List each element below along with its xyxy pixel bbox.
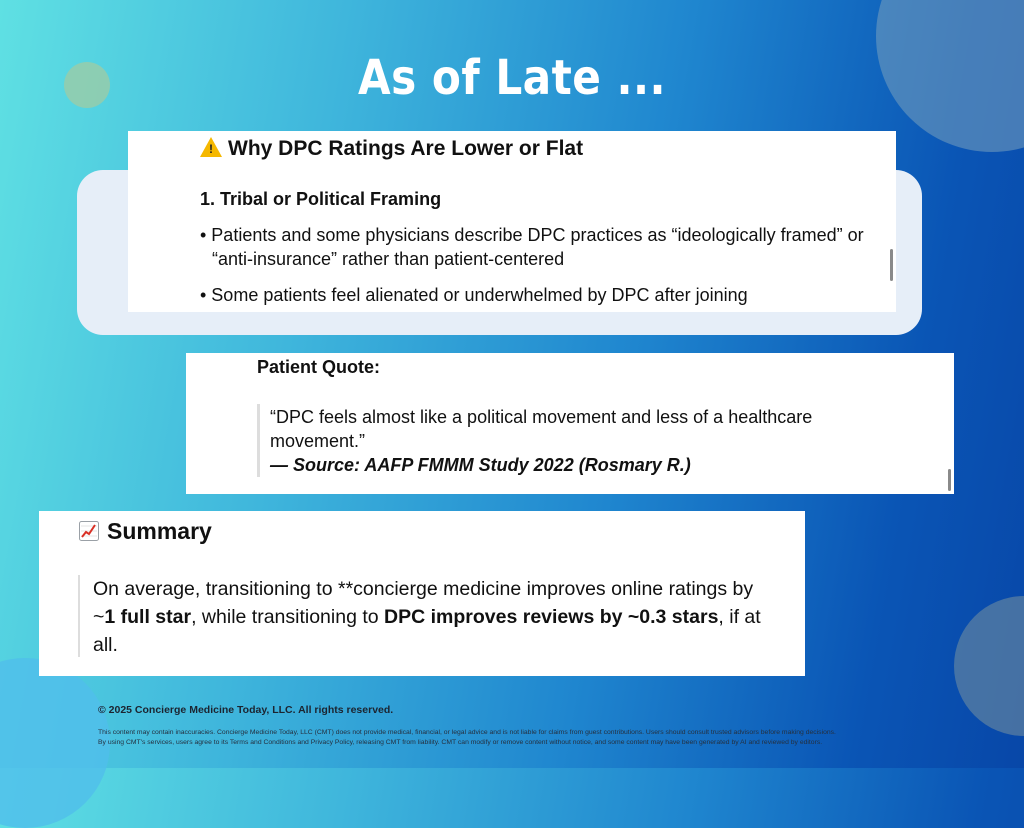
slide-title: As of Late ...	[358, 50, 666, 106]
list-item: • Some patients feel alienated or underwhelmed by DPC after joining	[200, 285, 748, 305]
list-item: • Patients and some physicians describe DPC practices as “ideologically framed” or “anti-insurance” rather than patient-centered	[200, 225, 864, 269]
summary-heading-text: Summary	[107, 518, 212, 544]
chart-increasing-icon	[79, 521, 99, 541]
scrollbar-thumb[interactable]	[948, 469, 951, 491]
disclaimer-line: This content may contain inaccuracies. Concierge Medicine Today, LLC (CMT) does not provide medical, financial, or legal advice and is not liable for claims from guest contributions. Users should consult trusted advisors before making decisions.	[98, 729, 836, 736]
summary-text-part: , while transitioning to	[191, 606, 385, 628]
ratings-subheading: 1. Tribal or Political Framing	[200, 189, 442, 209]
quote-text: “DPC feels almost like a political movement and less of a healthcare movement.”	[270, 407, 813, 451]
summary-text-part: , if at all.	[93, 606, 761, 656]
quote-label: Patient Quote:	[257, 357, 381, 377]
decorative-circle-bottom-right	[954, 596, 1024, 736]
patient-quote-card	[186, 353, 954, 494]
summary-card	[39, 511, 805, 676]
summary-bold-part: DPC improves reviews by ~0.3 stars	[384, 606, 719, 628]
disclaimer-line: By using CMT's services, users agree to its Terms and Conditions and Privacy Policy, releasing CMT from liability. CMT can modify or remove content without notice, and some content may have been generated by AI and reviewed by editors.	[98, 739, 823, 746]
summary-bold-part: 1 full star	[104, 606, 192, 628]
ratings-heading-text: Why DPC Ratings Are Lower or Flat	[228, 137, 584, 160]
decorative-circle-bottom-left	[0, 658, 110, 828]
blockquote-bar	[78, 575, 80, 657]
ratings-heading	[200, 137, 583, 161]
disclaimer	[98, 728, 988, 748]
warning-icon: !	[200, 137, 222, 157]
summary-heading	[79, 518, 212, 545]
scrollbar-thumb[interactable]	[890, 249, 893, 281]
summary-text-part: On average, transitioning to **concierge medicine improves online ratings by ~	[93, 578, 754, 628]
blockquote-bar	[257, 404, 260, 477]
blockquote	[270, 405, 910, 477]
ratings-card	[128, 131, 896, 312]
quote-source: — Source: AAFP FMMM Study 2022 (Rosmary R.)	[270, 455, 691, 475]
summary-text	[93, 575, 773, 659]
copyright-notice: © 2025 Concierge Medicine Today, LLC. All rights reserved.	[98, 704, 394, 716]
